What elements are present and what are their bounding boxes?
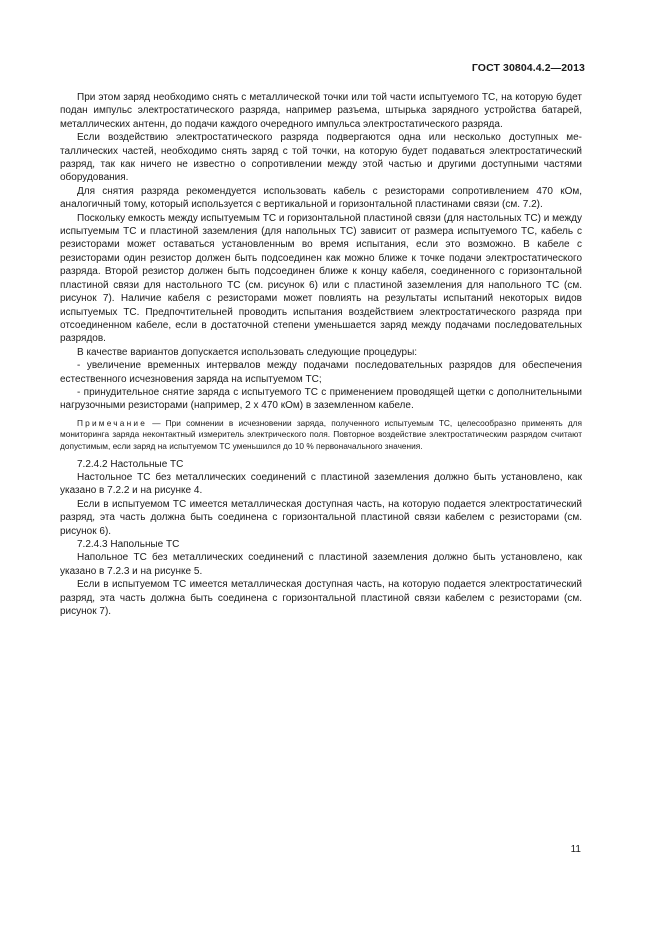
paragraph-capacitance: Поскольку емкость между испытуемым ТС и горизонтальной пластиной связи (для настольных ТС) и между испытуемым ТС и пластиной заземления (для напольных ТС) зависит от размера испытуемого ТС, кабель с резисторами может оставаться установленным во время испытания, если это возможно. В кабеле с резисторами один резистор должен быть подсоединен как можно ближе к точке подачи электростатического разряда. Второй резистор должен быть подсоединен ближе к концу кабеля, соединенного с горизонтальной пластиной связи для настольного ТС (см. рисунок 6) или с пластиной заземления для напольного ТС (см. рисунок 7). Наличие кабеля с резисторами может повлиять на результаты испытаний некоторых видов испытуемых ТС. Предпочтительней проводить испытания воздействием электростатического разряда при отсоединенном кабеле, если в достаточной степени уменьшается заряд между подачами последовательных разрядов. [60, 212, 582, 345]
paragraph-cable-resistors: Для снятия разряда рекомендуется использовать кабель с резисторами сопротивлением 470 кОм, аналогичный тому, который используется с вертикальной и горизонтальной пластинами связи (см. 7.2). [60, 185, 582, 211]
note-label: Примечание [77, 417, 148, 428]
paragraph-metal-parts: Если воздействию электростатического разряда подвергаются одна или несколько доступных металлических частей, необходимо снять заряд с той точки, на которую будет подаваться электростатический разряд, так как ничего не известно о сопротивлении между этой частью и другими доступными частями оборудования. [60, 132, 582, 184]
paragraph-floor-metal: Если в испытуемом ТС имеется металлическая доступная часть, на которую подается электростатический разряд, эта часть должна быть соединена с горизонтальной пластиной связи кабелем с резисторами (см. рисунок 7). [60, 579, 582, 617]
paragraph-floor-install: Напольное ТС без металлических соединений с пластиной заземления должно быть установлено, как указано в 7.2.3 и на рисунке 5. [60, 552, 582, 577]
paragraph-charge-removal: При этом заряд необходимо снять с металлической точки или той части испытуемого ТС, на которую будет подан импульс электростатического разряда, например разъема, штырька зарядного устройства батарей, металлических антенн, до подачи каждого очередного импульса электростатического разряда. [60, 92, 582, 130]
page-body [60, 91, 582, 618]
list-item-brush-removal: - принудительное снятие заряда с испытуемого ТС с применением проводящей щетки с дополнительными нагрузочными резисторами (например, 2 х 470 кОм) в заземленном кабеле. [60, 386, 582, 412]
section-heading-floor: 7.2.4.3 Напольные ТС [77, 538, 180, 550]
note [60, 418, 582, 453]
list-item-time-intervals: - увеличение временных интервалов между подачами последовательных разрядов для обеспечения естественного исчезновения заряда на испытуемом ТС; [60, 360, 582, 385]
page-number: 11 [570, 844, 581, 855]
document-standard-header: ГОСТ 30804.4.2—2013 [471, 62, 585, 74]
section-heading-desktop: 7.2.4.2 Настольные ТС [77, 458, 184, 470]
note-text: — При сомнении в исчезновении заряда, полученного испытуемым ТС, целесообразно применять для мониторинга заряда неконтактный измеритель электрического поля. Повторное воздействие электростатическим разрядом считают допустимым, если заряд на испытуемом ТС уменьшился до 10 % первоначального значения. [60, 417, 582, 451]
paragraph-desktop-install: Настольное ТС без металлических соединений с пластиной заземления должно быть установлено, как указано в 7.2.2 и на рисунке 4. [60, 471, 582, 497]
paragraph-alternatives-intro: В качестве вариантов допускается использовать следующие процедуры: [77, 346, 418, 358]
paragraph-desktop-metal: Если в испытуемом ТС имеется металлическая доступная часть, на которую подается электростатический разряд, эта часть должна быть соединена с горизонтальной пластиной связи кабелем с резисторами (см. рисунок 6). [60, 498, 582, 537]
